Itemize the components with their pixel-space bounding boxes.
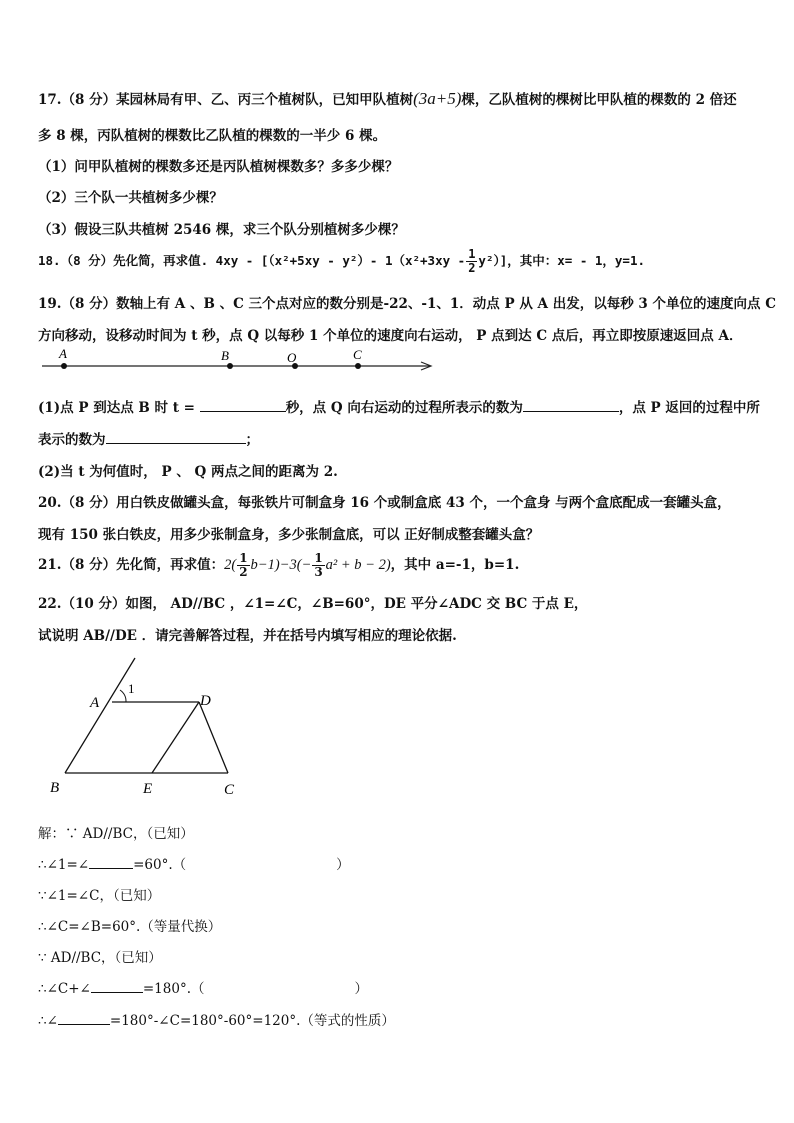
q18-frac-num: 1: [468, 247, 476, 261]
q18-frac-den: 2: [468, 261, 476, 276]
solution-text-1: 解：∵ AD//BC，（已知）: [38, 826, 194, 842]
label-a: A: [59, 346, 67, 361]
q19-line2: 方向移动，设移动时间为 t 秒，点 Q 以每秒 1 个单位的速度向右运动， P 点到达 C 点后，再立即按原速返回点 A．: [38, 328, 743, 344]
solution-text-7a: ∴∠: [38, 1013, 58, 1029]
q22-line1: 22.（10 分）如图， AD//BC ，∠1=∠C，∠B=60°，DE 平分∠ADC 交 BC 于点 E，: [38, 596, 588, 612]
label-angle-1: 1: [128, 681, 135, 696]
q19-part1-text-c: ，点 P 返回的过程中所: [618, 400, 760, 416]
q17-sub3: （3）假设三队共植树 2546 棵，求三个队分别植树多少棵？: [38, 222, 405, 238]
answer-blank-angle-3[interactable]: [58, 1011, 110, 1025]
q17-line1-text-end: 棵，乙队植树的棵树比甲队植的棵数的 2 倍还: [461, 92, 737, 108]
solution-text-6b: =180°.（: [142, 981, 205, 997]
q19-part1: [38, 396, 760, 416]
q21-fraction-1: [237, 552, 249, 579]
solution-line-6: [38, 977, 368, 997]
q19-part1-text-d: 表示的数为: [38, 432, 106, 448]
solution-line-2: [38, 853, 350, 873]
q20-line1: 20.（8 分）用白铁皮做罐头盒，每张铁片可制盒身 16 个或制盒底 43 个，一个盒身 与两个盒底配成一套罐头盒，: [38, 495, 731, 511]
solution-text-6a: ∴∠C+∠: [38, 981, 91, 997]
q17-sub2: （2）三个队一共植树多少棵？: [38, 190, 223, 206]
q17-line1: [38, 88, 737, 109]
q17-sub1: （1）问甲队植树的棵数多还是丙队植树棵数多？多多少棵？: [38, 159, 399, 175]
q19-line1: 19.（8 分）数轴上有 A 、B 、C 三个点对应的数分别是-22、-1、1．动点 P 从 A 出发，以每秒 3 个单位的速度向点 C: [38, 296, 776, 312]
label-a: A: [90, 695, 100, 711]
q21-line: [38, 552, 519, 579]
solution-line-4: [38, 915, 221, 935]
label-d: D: [200, 693, 211, 709]
q21-frac2-den: 3: [314, 565, 323, 580]
q20-line2: 现有 150 张白铁皮，用多少张制盒身，多少张制盒底，可以 正好制成整套罐头盒？: [38, 527, 540, 543]
q21-expr-c: a² + b − 2): [325, 557, 391, 574]
answer-blank-q[interactable]: [523, 398, 619, 412]
solution-line-5: [38, 946, 162, 966]
solution-text-2a: ∴∠1=∠: [38, 857, 90, 873]
point-a: [61, 363, 67, 369]
q18-text-end: y²）]，其中：x= - 1，y=1.: [478, 253, 646, 269]
q18-text: 18.（8 分）先化简，再求值. 4xy - [（x²+5xy - y²）- 1（x²+3xy -: [38, 253, 466, 269]
q21-fraction-2: [312, 552, 324, 579]
solution-text-2b: =60°.（: [133, 857, 187, 873]
q21-frac2-num: 1: [314, 551, 323, 565]
q19-part1-text-a: (1)点 P 到达点 B 时 t =: [38, 400, 195, 416]
label-e: E: [143, 781, 153, 797]
q21-expr-b: b−1)−3(−: [250, 557, 312, 574]
point-b: [227, 363, 233, 369]
q19-part2: (2)当 t 为何值时， P 、 Q 两点之间的距离为 2.: [38, 464, 338, 480]
label-b: B: [50, 780, 60, 796]
solution-line-1: [38, 822, 194, 842]
q21-frac1-num: 1: [239, 551, 248, 565]
segment-dc: [199, 702, 228, 773]
q19-part1-text-e: ；: [245, 432, 259, 448]
segment-de: [152, 702, 199, 773]
solution-text-4: ∴∠C=∠B=60°.（等量代换）: [38, 919, 222, 935]
q17-expression: (3a+5): [413, 89, 462, 108]
answer-blank-angle-1[interactable]: [89, 855, 133, 869]
point-c: [355, 363, 361, 369]
q21-expr-a: 2(: [224, 557, 237, 574]
solution-text-3: ∵∠1=∠C，（已知）: [38, 888, 161, 904]
solution-text-2c: ）: [336, 857, 350, 873]
angle-1-arc: [120, 690, 126, 702]
trapezoid-figure: [40, 655, 250, 800]
label-c: C: [353, 347, 362, 362]
line-ab-extended: [65, 658, 135, 773]
q22-line2: 试说明 AB//DE ．请完善解答过程，并在括号内填写相应的理论依据.: [38, 628, 457, 644]
label-b: B: [221, 348, 229, 363]
answer-blank-p[interactable]: [106, 430, 246, 444]
solution-line-3: [38, 884, 160, 904]
q17-line1-text: 17.（8 分）某园林局有甲、乙、丙三个植树队，已知甲队植树: [38, 92, 414, 108]
q17-line2: 多 8 棵，丙队植树的棵数比乙队植的棵数的一半少 6 棵。: [38, 128, 387, 144]
number-line-figure: [40, 344, 440, 380]
solution-text-6c: ）: [354, 981, 368, 997]
answer-blank-t[interactable]: [200, 398, 286, 412]
q21-frac1-den: 2: [239, 565, 248, 580]
q19-part1-text-b: 秒，点 Q 向右运动的过程所表示的数为: [285, 400, 523, 416]
q18-fraction: [466, 248, 477, 275]
solution-text-7b: =180°-∠C=180°-60°=120°.（等式的性质）: [109, 1013, 395, 1029]
solution-text-5: ∵ AD//BC，（已知）: [38, 950, 162, 966]
label-o: O: [287, 350, 297, 365]
q19-part1-cont: [38, 428, 259, 448]
q18-line: [38, 248, 645, 275]
solution-line-7: [38, 1009, 395, 1029]
label-c: C: [224, 782, 235, 798]
q21-text-end: ，其中 a=-1，b=1.: [390, 557, 520, 574]
q21-text: 21.（8 分）先化简，再求值：: [38, 557, 225, 574]
answer-blank-angle-2[interactable]: [91, 979, 143, 993]
